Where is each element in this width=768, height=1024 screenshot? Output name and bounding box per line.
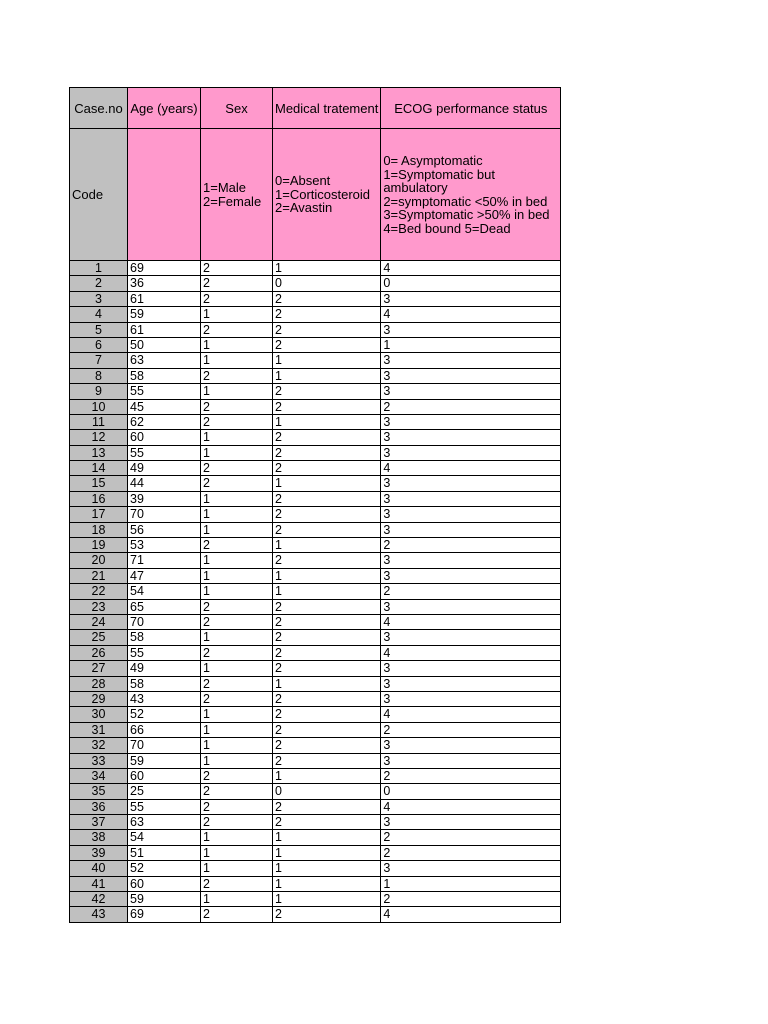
legend-line: 2=symptomatic <50% in bed [383,193,548,209]
cell-sex[interactable]: 2 [201,784,273,799]
cell-sex[interactable]: 2 [201,907,273,922]
cell-sex[interactable]: 1 [201,337,273,352]
cell-medical-treatment[interactable]: 2 [273,384,381,399]
cell-ecog-status[interactable]: 3 [381,599,561,614]
cell-ecog-status[interactable]: 3 [381,568,561,583]
cell-case-no[interactable]: 30 [70,707,128,722]
cell-ecog-status[interactable]: 3 [381,476,561,491]
cell-ecog-status[interactable]: 3 [381,384,561,399]
header-row [70,88,561,129]
cell-ecog-status[interactable]: 3 [381,522,561,537]
table-row [70,368,561,383]
cell-medical-treatment[interactable]: 2 [273,399,381,414]
code-label[interactable]: Code [70,129,128,261]
legend-line: 1=Corticosteroid [275,186,371,202]
cell-case-no[interactable]: 18 [70,522,128,537]
table-row [70,892,561,907]
cell-case-no[interactable]: 14 [70,461,128,476]
cell-sex[interactable]: 1 [201,707,273,722]
cell-ecog-status[interactable]: 3 [381,430,561,445]
cell-sex[interactable]: 2 [201,276,273,291]
table-row [70,430,561,445]
table-row [70,753,561,768]
table-body [70,261,561,923]
table-row [70,476,561,491]
cell-sex[interactable]: 2 [201,876,273,891]
table-row [70,553,561,568]
table-row [70,491,561,506]
table-row [70,645,561,660]
cell-ecog-status[interactable]: 2 [381,538,561,553]
cell-sex[interactable]: 2 [201,322,273,337]
table-row [70,445,561,460]
cell-age[interactable]: 51 [128,845,201,860]
cell-medical-treatment[interactable]: 1 [273,768,381,783]
cell-case-no[interactable]: 37 [70,815,128,830]
cell-ecog-status[interactable]: 2 [381,399,561,414]
cell-age[interactable]: 25 [128,784,201,799]
cell-case-no[interactable]: 22 [70,584,128,599]
cell-case-no[interactable]: 7 [70,353,128,368]
cell-case-no[interactable]: 32 [70,738,128,753]
cell-sex[interactable]: 2 [201,476,273,491]
cell-case-no[interactable]: 10 [70,399,128,414]
cell-ecog-status[interactable]: 3 [381,691,561,706]
cell-medical-treatment[interactable]: 2 [273,738,381,753]
legend-line: 2=Female [203,193,262,209]
cell-age[interactable]: 36 [128,276,201,291]
cell-medical-treatment[interactable]: 1 [273,368,381,383]
cell-medical-treatment[interactable]: 2 [273,430,381,445]
cell-medical-treatment[interactable]: 1 [273,584,381,599]
cell-medical-treatment[interactable]: 1 [273,676,381,691]
cell-age[interactable]: 70 [128,507,201,522]
cell-sex[interactable]: 1 [201,307,273,322]
cell-ecog-status[interactable]: 3 [381,861,561,876]
cell-sex[interactable]: 2 [201,261,273,276]
cell-ecog-status[interactable]: 3 [381,753,561,768]
header-case-no[interactable]: Case.no [70,88,128,129]
cell-sex[interactable]: 1 [201,753,273,768]
cell-sex[interactable]: 2 [201,599,273,614]
cell-age[interactable]: 55 [128,645,201,660]
cell-age[interactable]: 44 [128,476,201,491]
table-row [70,738,561,753]
cell-ecog-status[interactable]: 3 [381,738,561,753]
cell-case-no[interactable]: 6 [70,337,128,352]
cell-medical-treatment[interactable]: 2 [273,599,381,614]
cell-medical-treatment[interactable]: 2 [273,507,381,522]
legend-line: 2=Avastin [275,200,333,216]
cell-case-no[interactable]: 38 [70,830,128,845]
cell-medical-treatment[interactable]: 1 [273,261,381,276]
cell-medical-treatment[interactable]: 1 [273,861,381,876]
cell-age[interactable]: 61 [128,291,201,306]
cell-medical-treatment[interactable]: 2 [273,691,381,706]
table-row [70,261,561,276]
cell-age[interactable]: 52 [128,707,201,722]
cell-medical-treatment[interactable]: 2 [273,322,381,337]
cell-age[interactable]: 60 [128,768,201,783]
cell-case-no[interactable]: 23 [70,599,128,614]
cell-ecog-status[interactable]: 4 [381,307,561,322]
cell-ecog-status[interactable]: 2 [381,845,561,860]
cell-age[interactable]: 62 [128,414,201,429]
cell-medical-treatment[interactable]: 1 [273,353,381,368]
cell-medical-treatment[interactable]: 2 [273,491,381,506]
cell-ecog-status[interactable]: 2 [381,768,561,783]
cell-case-no[interactable]: 26 [70,645,128,660]
cell-case-no[interactable]: 40 [70,861,128,876]
cell-medical-treatment[interactable]: 1 [273,414,381,429]
cell-sex[interactable]: 2 [201,399,273,414]
cell-case-no[interactable]: 4 [70,307,128,322]
cell-case-no[interactable]: 8 [70,368,128,383]
cell-case-no[interactable]: 15 [70,476,128,491]
cell-age[interactable]: 47 [128,568,201,583]
cell-case-no[interactable]: 9 [70,384,128,399]
cell-age[interactable]: 49 [128,461,201,476]
cell-case-no[interactable]: 11 [70,414,128,429]
cell-sex[interactable]: 1 [201,353,273,368]
cell-medical-treatment[interactable]: 2 [273,630,381,645]
cell-age[interactable]: 63 [128,815,201,830]
table-row [70,784,561,799]
cell-medical-treatment[interactable]: 2 [273,291,381,306]
cell-case-no[interactable]: 1 [70,261,128,276]
legend-line: 1=Symptomatic but ambulatory [383,166,495,195]
table-row [70,861,561,876]
cell-ecog-status[interactable]: 3 [381,553,561,568]
cell-age[interactable]: 69 [128,261,201,276]
cell-case-no[interactable]: 41 [70,876,128,891]
cell-sex[interactable]: 2 [201,538,273,553]
cell-case-no[interactable]: 3 [70,291,128,306]
cell-sex[interactable]: 1 [201,384,273,399]
cell-ecog-status[interactable]: 3 [381,676,561,691]
cell-case-no[interactable]: 19 [70,538,128,553]
cell-medical-treatment[interactable]: 2 [273,753,381,768]
cell-age[interactable]: 55 [128,445,201,460]
header-medical-treatment[interactable]: Medical tratement [273,88,381,129]
header-age[interactable]: Age (years) [128,88,201,129]
cell-age[interactable]: 55 [128,799,201,814]
cell-case-no[interactable]: 12 [70,430,128,445]
cell-age[interactable]: 70 [128,614,201,629]
cell-medical-treatment[interactable]: 2 [273,614,381,629]
table-row [70,291,561,306]
cell-sex[interactable]: 1 [201,845,273,860]
cell-ecog-status[interactable]: 4 [381,707,561,722]
cell-ecog-status[interactable]: 3 [381,322,561,337]
cell-sex[interactable]: 2 [201,676,273,691]
cell-age[interactable]: 55 [128,384,201,399]
table-row [70,799,561,814]
cell-ecog-status[interactable]: 1 [381,876,561,891]
table-row [70,599,561,614]
cell-sex[interactable]: 2 [201,291,273,306]
cell-medical-treatment[interactable]: 2 [273,661,381,676]
legend-line: 0= Asymptomatic [383,153,483,168]
cell-medical-treatment[interactable]: 1 [273,568,381,583]
cell-case-no[interactable]: 13 [70,445,128,460]
cell-age[interactable]: 52 [128,861,201,876]
table-row [70,907,561,922]
table-row [70,353,561,368]
cell-age[interactable]: 70 [128,738,201,753]
table-row [70,522,561,537]
table-row [70,568,561,583]
cell-ecog-status[interactable]: 3 [381,368,561,383]
cell-medical-treatment[interactable]: 0 [273,784,381,799]
cell-case-no[interactable]: 28 [70,676,128,691]
cell-age[interactable]: 60 [128,430,201,445]
cell-sex[interactable]: 1 [201,830,273,845]
cell-medical-treatment[interactable]: 1 [273,830,381,845]
legend-line: 3=Symptomatic >50% in bed [383,207,550,222]
cell-age[interactable]: 63 [128,353,201,368]
code-age[interactable] [128,129,201,261]
cell-medical-treatment[interactable]: 2 [273,337,381,352]
cell-ecog-status[interactable]: 4 [381,461,561,476]
cell-ecog-status[interactable]: 3 [381,661,561,676]
cell-ecog-status[interactable]: 3 [381,445,561,460]
cell-sex[interactable]: 2 [201,368,273,383]
cell-ecog-status[interactable]: 0 [381,784,561,799]
table-row [70,845,561,860]
table-row [70,322,561,337]
cell-case-no[interactable]: 42 [70,892,128,907]
cell-age[interactable]: 56 [128,522,201,537]
cell-sex[interactable]: 1 [201,861,273,876]
cell-age[interactable]: 45 [128,399,201,414]
table-row [70,707,561,722]
cell-age[interactable]: 59 [128,892,201,907]
table-row [70,461,561,476]
cell-ecog-status[interactable]: 4 [381,614,561,629]
cell-ecog-status[interactable]: 3 [381,507,561,522]
cell-age[interactable]: 61 [128,322,201,337]
cell-sex[interactable]: 2 [201,461,273,476]
table-row [70,538,561,553]
cell-age[interactable]: 58 [128,630,201,645]
cell-medical-treatment[interactable]: 1 [273,538,381,553]
cell-case-no[interactable]: 29 [70,691,128,706]
cell-ecog-status[interactable]: 4 [381,261,561,276]
cell-medical-treatment[interactable]: 1 [273,845,381,860]
cell-medical-treatment[interactable]: 2 [273,645,381,660]
cell-sex[interactable]: 1 [201,892,273,907]
cell-medical-treatment[interactable]: 2 [273,553,381,568]
cell-age[interactable]: 59 [128,307,201,322]
cell-case-no[interactable]: 5 [70,322,128,337]
cell-ecog-status[interactable]: 3 [381,414,561,429]
table-row [70,399,561,414]
cell-ecog-status[interactable]: 4 [381,907,561,922]
legend-line: 1=Male [203,180,246,195]
cell-age[interactable]: 69 [128,907,201,922]
cell-sex[interactable]: 1 [201,522,273,537]
cell-age[interactable]: 49 [128,661,201,676]
cell-ecog-status[interactable]: 3 [381,291,561,306]
table-row [70,876,561,891]
cell-case-no[interactable]: 43 [70,907,128,922]
cell-age[interactable]: 66 [128,722,201,737]
cell-ecog-status[interactable]: 3 [381,815,561,830]
cell-case-no[interactable]: 35 [70,784,128,799]
cell-sex[interactable]: 1 [201,507,273,522]
header-ecog-status[interactable]: ECOG performance status [381,88,561,129]
cell-age[interactable]: 50 [128,337,201,352]
cell-ecog-status[interactable]: 2 [381,584,561,599]
cell-sex[interactable]: 1 [201,491,273,506]
legend-line: 0=Absent [275,173,331,189]
cell-medical-treatment[interactable]: 1 [273,876,381,891]
cell-case-no[interactable]: 21 [70,568,128,583]
cell-medical-treatment[interactable]: 1 [273,476,381,491]
cell-case-no[interactable]: 39 [70,845,128,860]
cell-medical-treatment[interactable]: 2 [273,461,381,476]
cell-age[interactable]: 43 [128,691,201,706]
table-row [70,507,561,522]
table-row [70,630,561,645]
cell-age[interactable]: 60 [128,876,201,891]
cell-ecog-status[interactable]: 4 [381,645,561,660]
cell-medical-treatment[interactable]: 0 [273,276,381,291]
header-sex[interactable]: Sex [201,88,273,129]
table-row [70,584,561,599]
cell-case-no[interactable]: 2 [70,276,128,291]
cell-medical-treatment[interactable]: 2 [273,707,381,722]
cell-age[interactable]: 54 [128,830,201,845]
table-row [70,768,561,783]
cell-sex[interactable]: 2 [201,691,273,706]
legend-line: 4=Bed bound 5=Dead [383,220,511,236]
cell-medical-treatment[interactable]: 2 [273,445,381,460]
cell-age[interactable]: 59 [128,753,201,768]
cell-sex[interactable]: 2 [201,414,273,429]
cell-ecog-status[interactable]: 1 [381,337,561,352]
cell-medical-treatment[interactable]: 2 [273,815,381,830]
cell-case-no[interactable]: 33 [70,753,128,768]
table-row [70,276,561,291]
table-row [70,830,561,845]
cell-case-no[interactable]: 25 [70,630,128,645]
cell-sex[interactable]: 2 [201,614,273,629]
table-row [70,691,561,706]
cell-sex[interactable]: 1 [201,553,273,568]
cell-case-no[interactable]: 27 [70,661,128,676]
cell-age[interactable]: 71 [128,553,201,568]
cell-medical-treatment[interactable]: 2 [273,522,381,537]
cell-sex[interactable]: 1 [201,445,273,460]
cell-ecog-status[interactable]: 3 [381,491,561,506]
cell-age[interactable]: 58 [128,368,201,383]
cell-age[interactable]: 58 [128,676,201,691]
table-row [70,676,561,691]
cell-age[interactable]: 65 [128,599,201,614]
cell-ecog-status[interactable]: 2 [381,722,561,737]
cell-sex[interactable]: 1 [201,722,273,737]
cell-sex[interactable]: 2 [201,799,273,814]
cell-case-no[interactable]: 17 [70,507,128,522]
cell-medical-treatment[interactable]: 2 [273,722,381,737]
cell-age[interactable]: 53 [128,538,201,553]
cell-sex[interactable]: 1 [201,568,273,583]
code-row [70,129,561,261]
cell-case-no[interactable]: 20 [70,553,128,568]
table-row [70,722,561,737]
cell-case-no[interactable]: 36 [70,799,128,814]
cell-sex[interactable]: 2 [201,645,273,660]
cell-sex[interactable]: 1 [201,630,273,645]
table-row [70,337,561,352]
cell-sex[interactable]: 2 [201,815,273,830]
cell-sex[interactable]: 1 [201,738,273,753]
cell-sex[interactable]: 1 [201,661,273,676]
cell-medical-treatment[interactable]: 2 [273,907,381,922]
cell-case-no[interactable]: 24 [70,614,128,629]
table-row [70,307,561,322]
cell-ecog-status[interactable]: 2 [381,830,561,845]
cell-ecog-status[interactable]: 3 [381,630,561,645]
patient-data-table [69,87,561,923]
code-medical-legend[interactable] [273,129,381,261]
code-ecog-legend[interactable] [381,129,561,261]
table-row [70,414,561,429]
code-sex-legend[interactable] [201,129,273,261]
cell-ecog-status[interactable]: 2 [381,892,561,907]
cell-ecog-status[interactable]: 0 [381,276,561,291]
cell-sex[interactable]: 1 [201,430,273,445]
cell-medical-treatment[interactable]: 2 [273,799,381,814]
table-row [70,661,561,676]
cell-sex[interactable]: 1 [201,584,273,599]
cell-ecog-status[interactable]: 4 [381,799,561,814]
cell-case-no[interactable]: 16 [70,491,128,506]
cell-case-no[interactable]: 34 [70,768,128,783]
cell-sex[interactable]: 2 [201,768,273,783]
cell-age[interactable]: 39 [128,491,201,506]
cell-medical-treatment[interactable]: 2 [273,307,381,322]
cell-age[interactable]: 54 [128,584,201,599]
table-row [70,384,561,399]
cell-medical-treatment[interactable]: 1 [273,892,381,907]
table-row [70,614,561,629]
cell-ecog-status[interactable]: 3 [381,353,561,368]
table-row [70,815,561,830]
cell-case-no[interactable]: 31 [70,722,128,737]
